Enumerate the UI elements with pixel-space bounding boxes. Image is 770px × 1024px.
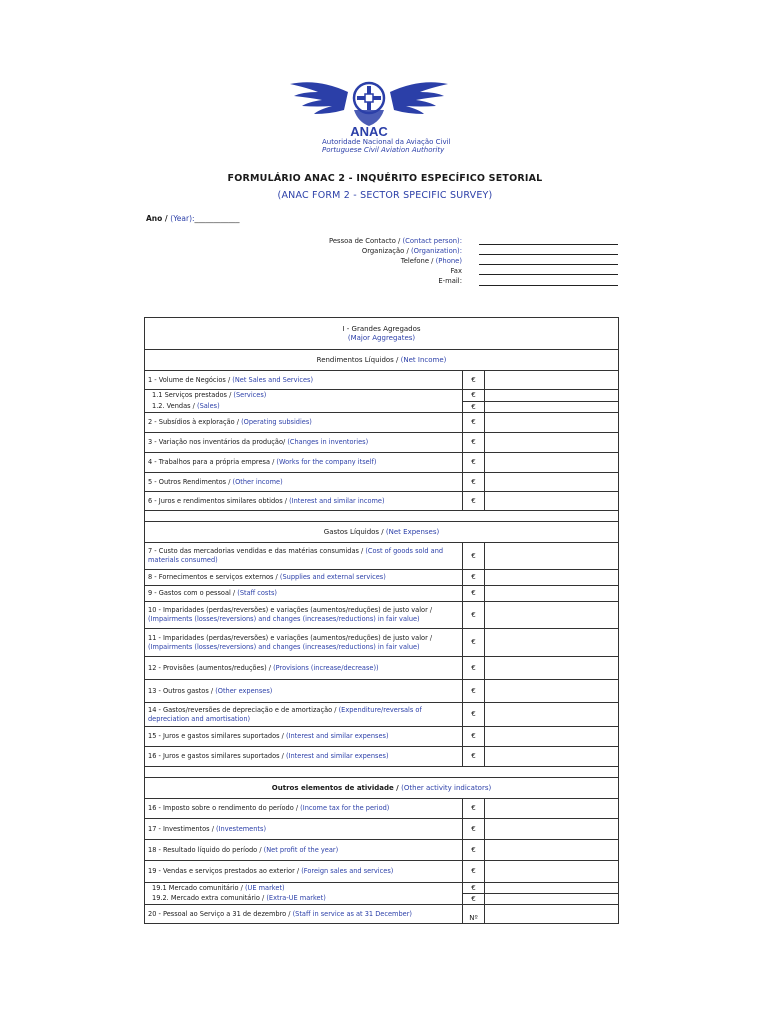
- row-label: 5 - Outros Rendimentos / (Other income): [145, 473, 463, 492]
- row-label: 16 - Imposto sobre o rendimento do período / (Income tax for the period): [145, 799, 463, 819]
- currency-symbol: €: [463, 586, 485, 602]
- table-row: [145, 680, 619, 703]
- value-cell[interactable]: [485, 883, 619, 894]
- row-label: 19 - Vendas e serviços prestados ao exterior / (Foreign sales and services): [145, 861, 463, 883]
- year-blank[interactable]: ____________: [194, 214, 240, 223]
- value-cell[interactable]: [485, 371, 619, 390]
- table-row: [145, 453, 619, 473]
- value-cell[interactable]: [485, 799, 619, 819]
- row-label: 11 - Imparidades (perdas/reversões) e variações (aumentos/reduções) de justo valor / (Impairments (losses/reversions) and changes (increases/reductions) in fair value): [145, 629, 463, 657]
- form-title: FORMULÁRIO ANAC 2 - INQUÉRITO ESPECÍFICO SETORIAL: [227, 173, 543, 184]
- phone-line[interactable]: [479, 264, 618, 265]
- row-label: 9 - Gastos com o pessoal / (Staff costs): [145, 586, 463, 602]
- value-cell[interactable]: [485, 894, 619, 905]
- email-line[interactable]: [479, 285, 618, 286]
- currency-symbol: €: [463, 390, 485, 402]
- table-row: [145, 883, 619, 894]
- currency-symbol: €: [463, 543, 485, 570]
- contact-person-line[interactable]: [479, 244, 618, 245]
- phone-label: Telefone / (Phone): [400, 257, 462, 265]
- value-cell[interactable]: [485, 727, 619, 747]
- value-cell[interactable]: [485, 747, 619, 767]
- currency-symbol: €: [463, 819, 485, 840]
- survey-table: [144, 317, 619, 924]
- currency-symbol: €: [463, 402, 485, 413]
- value-cell[interactable]: [485, 680, 619, 703]
- spacer-row: [145, 511, 619, 522]
- fax-label: Fax: [450, 267, 462, 275]
- row-label: 6 - Juros e rendimentos similares obtidos / (Interest and similar income): [145, 492, 463, 511]
- row-label: 1 - Volume de Negócios / (Net Sales and Services): [145, 371, 463, 390]
- contact-person-label: Pessoa de Contacto / (Contact person):: [329, 237, 462, 245]
- value-cell[interactable]: [485, 473, 619, 492]
- table-row: [145, 473, 619, 492]
- value-cell[interactable]: [485, 586, 619, 602]
- currency-symbol: €: [463, 602, 485, 629]
- table-row: [145, 657, 619, 680]
- row-label: 12 - Provisões (aumentos/reduções) / (Provisions (increase/decrease)): [145, 657, 463, 680]
- other-header-row: [145, 778, 619, 799]
- year-label-en: (Year):: [170, 214, 195, 223]
- income-header-row: [145, 350, 619, 371]
- table-row: [145, 543, 619, 570]
- currency-symbol: €: [463, 657, 485, 680]
- year-label: Ano /: [146, 214, 171, 223]
- currency-symbol: €: [463, 453, 485, 473]
- value-cell[interactable]: [485, 602, 619, 629]
- table-row: [145, 402, 619, 413]
- row-label: 16 - Juros e gastos similares suportados / (Interest and similar expenses): [145, 747, 463, 767]
- value-cell[interactable]: [485, 570, 619, 586]
- section-title-en: (Major Aggregates): [347, 333, 416, 342]
- currency-symbol: €: [463, 680, 485, 703]
- table-row: [145, 629, 619, 657]
- row-label: 14 - Gastos/reversões de depreciação e de amortização / (Expenditure/reversals of depreciation and amortisation): [145, 703, 463, 727]
- logo-caption: [322, 138, 452, 154]
- row-label: 3 - Variação nos inventários da produção/ (Changes in inventories): [145, 433, 463, 453]
- table-row: [145, 570, 619, 586]
- currency-symbol: €: [463, 492, 485, 511]
- section-title: I - Grandes Agregados: [342, 324, 421, 333]
- table-row: [145, 819, 619, 840]
- value-cell[interactable]: [485, 840, 619, 861]
- currency-symbol: €: [463, 433, 485, 453]
- currency-symbol: €: [463, 883, 485, 894]
- currency-symbol: €: [463, 473, 485, 492]
- logo-name: ANAC: [350, 124, 388, 139]
- table-row: [145, 861, 619, 883]
- table-row: [145, 492, 619, 511]
- row-label: 13 - Outros gastos / (Other expenses): [145, 680, 463, 703]
- value-cell[interactable]: [485, 629, 619, 657]
- row-label: 19.2. Mercado extra comunitário / (Extra-UE market): [145, 894, 463, 905]
- currency-symbol: €: [463, 629, 485, 657]
- value-cell[interactable]: [485, 402, 619, 413]
- expenses-header: Gastos Líquidos / (Net Expenses): [145, 522, 619, 543]
- value-cell[interactable]: [485, 543, 619, 570]
- fax-line[interactable]: [479, 274, 618, 275]
- table-row: [145, 586, 619, 602]
- table-row: [145, 840, 619, 861]
- currency-symbol: €: [463, 799, 485, 819]
- year-field[interactable]: [146, 214, 240, 223]
- other-header: Outros elementos de atividade / (Other activity indicators): [145, 778, 619, 799]
- row-label: 17 - Investimentos / (Investements): [145, 819, 463, 840]
- table-row: [145, 799, 619, 819]
- count-unit: Nº: [463, 905, 485, 924]
- email-label: E-mail:: [438, 277, 462, 285]
- value-cell[interactable]: [485, 905, 619, 924]
- currency-symbol: €: [463, 747, 485, 767]
- row-label: 18 - Resultado líquido do período / (Net profit of the year): [145, 840, 463, 861]
- logo-caption-line1: Autoridade Nacional da Aviação Civil: [322, 138, 451, 146]
- form-subtitle: (ANAC FORM 2 - SECTOR SPECIFIC SURVEY): [277, 190, 493, 201]
- row-label: 1.2. Vendas / (Sales): [145, 402, 463, 413]
- table-row: [145, 747, 619, 767]
- value-cell[interactable]: [485, 819, 619, 840]
- value-cell[interactable]: [485, 390, 619, 402]
- table-row: [145, 905, 619, 924]
- table-row: [145, 371, 619, 390]
- value-cell[interactable]: [485, 492, 619, 511]
- section-header-row: [145, 318, 619, 350]
- currency-symbol: €: [463, 861, 485, 883]
- spacer-row: [145, 767, 619, 778]
- currency-symbol: €: [463, 894, 485, 905]
- row-label: 7 - Custo das mercadorias vendidas e das matérias consumidas / (Cost of goods sold and materials consumed): [145, 543, 463, 570]
- row-label: 1.1 Serviços prestados / (Services): [145, 390, 463, 402]
- value-cell[interactable]: [485, 657, 619, 680]
- currency-symbol: €: [463, 727, 485, 747]
- value-cell[interactable]: [485, 433, 619, 453]
- value-cell[interactable]: [485, 861, 619, 883]
- row-label: 19.1 Mercado comunitário / (UE market): [145, 883, 463, 894]
- organization-label: Organização / (Organization):: [361, 247, 462, 255]
- currency-symbol: €: [463, 840, 485, 861]
- income-header: Rendimentos Líquidos / (Net Income): [145, 350, 619, 371]
- table-row: [145, 413, 619, 433]
- table-row: [145, 390, 619, 402]
- value-cell[interactable]: [485, 453, 619, 473]
- table-row: [145, 894, 619, 905]
- row-label: 2 - Subsídios à exploração / (Operating subsidies): [145, 413, 463, 433]
- row-label: 4 - Trabalhos para a própria empresa / (Works for the company itself): [145, 453, 463, 473]
- currency-symbol: €: [463, 413, 485, 433]
- row-label: 10 - Imparidades (perdas/reversões) e variações (aumentos/reduções) de justo valor / (Impairments (losses/reversions) and changes (increases/reductions) in fair value): [145, 602, 463, 629]
- table-row: [145, 703, 619, 727]
- logo-caption-line2: Portuguese Civil Aviation Authority: [322, 146, 445, 154]
- row-label: 8 - Fornecimentos e serviços externos / (Supplies and external services): [145, 570, 463, 586]
- value-cell[interactable]: [485, 703, 619, 727]
- currency-symbol: €: [463, 570, 485, 586]
- expenses-header-row: [145, 522, 619, 543]
- value-cell[interactable]: [485, 413, 619, 433]
- currency-symbol: €: [463, 703, 485, 727]
- organization-line[interactable]: [479, 254, 618, 255]
- row-label: 20 - Pessoal ao Serviço a 31 de dezembro / (Staff in service as at 31 December): [145, 905, 463, 924]
- table-row: [145, 602, 619, 629]
- table-row: [145, 433, 619, 453]
- table-row: [145, 727, 619, 747]
- row-label: 15 - Juros e gastos similares suportados / (Interest and similar expenses): [145, 727, 463, 747]
- currency-symbol: €: [463, 371, 485, 390]
